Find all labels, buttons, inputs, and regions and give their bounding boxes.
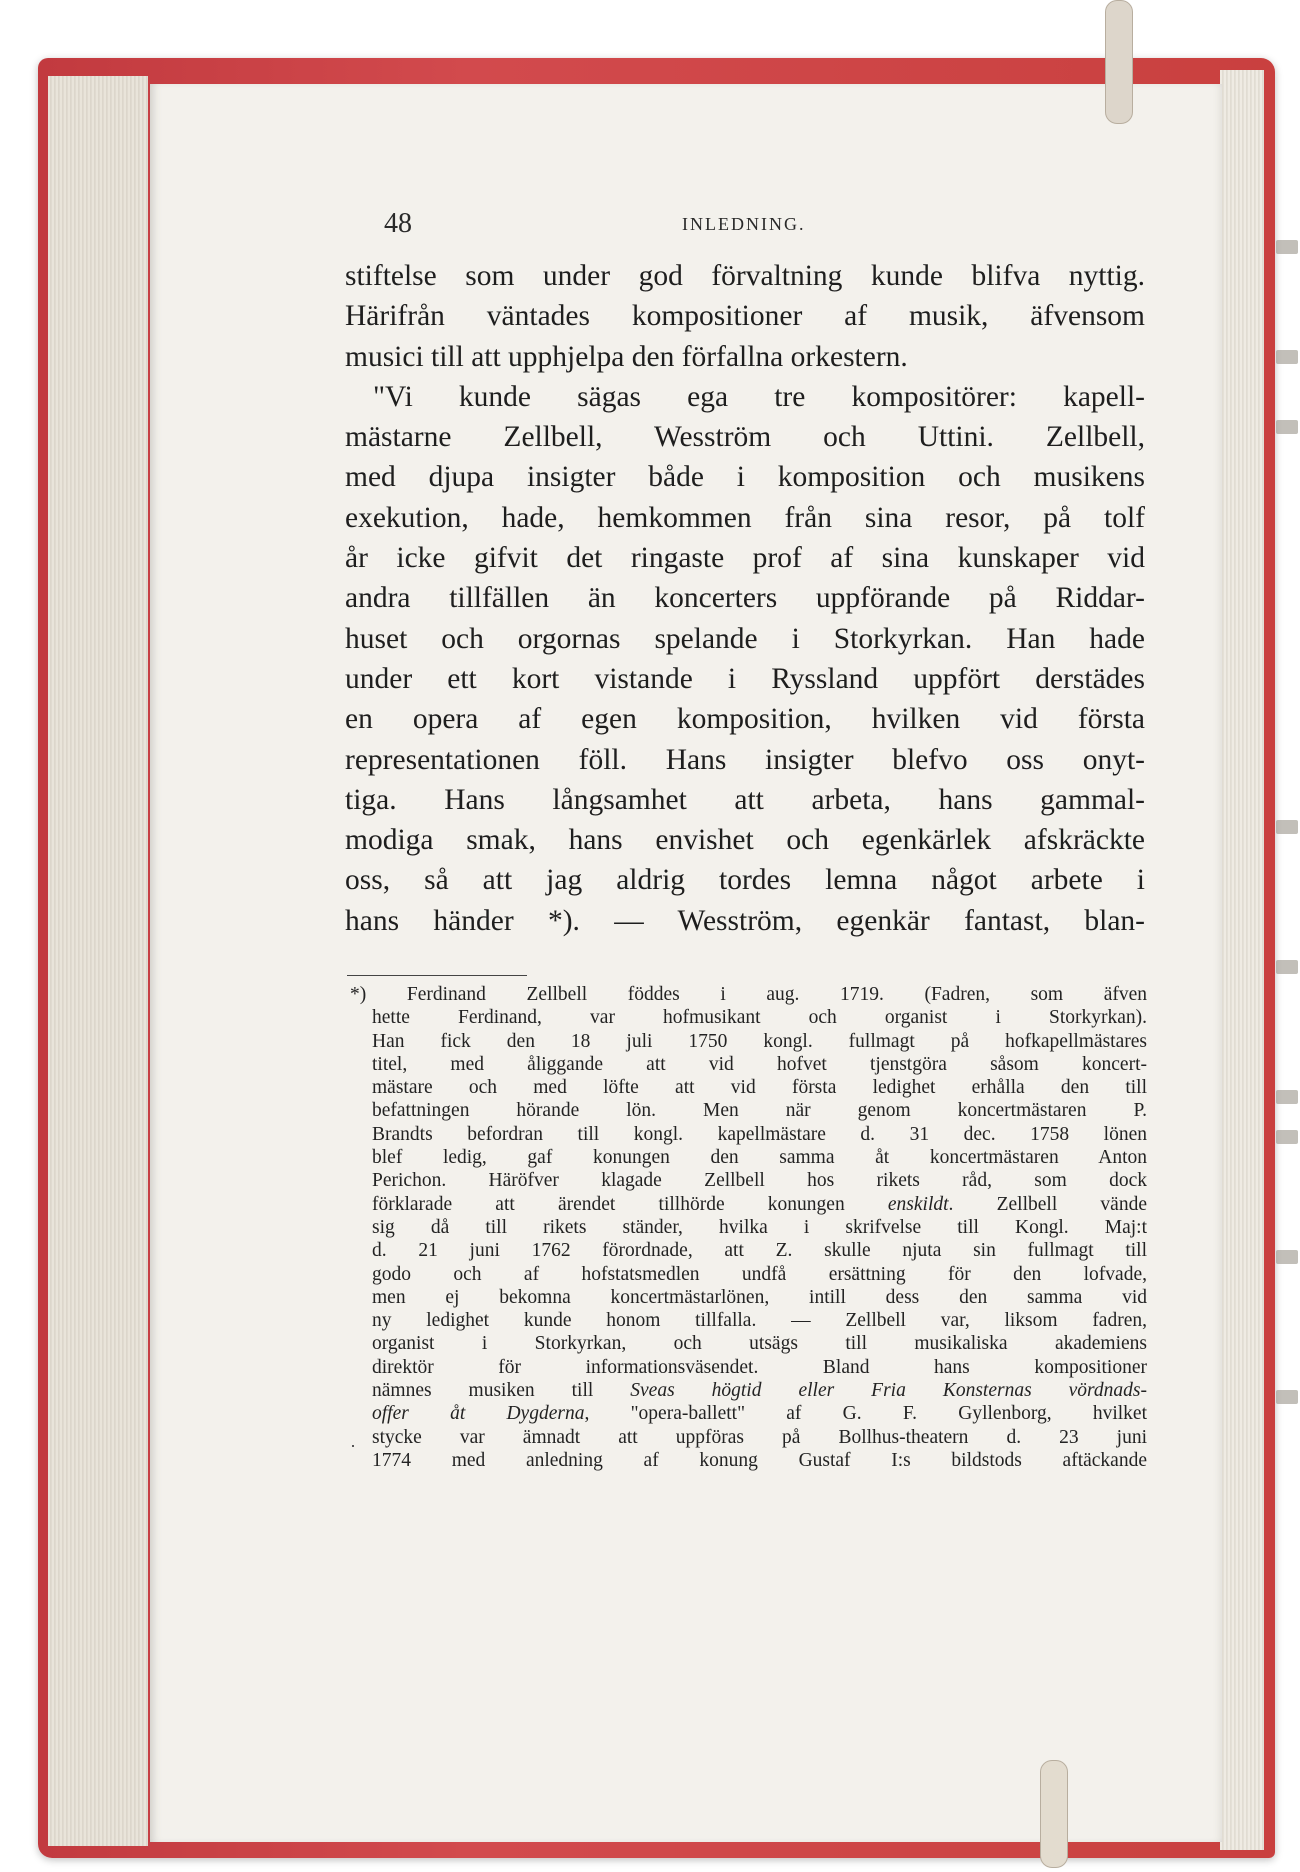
body-line: mästarne Zellbell, Wesström och Uttini. Zellbell, [345,421,1145,454]
italic-title: enskildt [887,1193,949,1215]
footnote-line: *) Ferdinand Zellbell föddes i aug. 1719. (Fadren, som äfven [350,984,1147,1005]
body-text [345,256,1145,941]
body-line: år icke gifvit det ringaste prof af sina kunskaper vid [345,542,1145,575]
footnote-line: befattningen hörande lön. Men när genom koncertmästaren P. [372,1100,1147,1122]
footnote-line: offer åt Dygderna, "opera-ballett" af G. F. Gyllenborg, hvilket [372,1403,1147,1425]
footnote-line: blef ledig, gaf konungen den samma åt koncertmästaren Anton [372,1147,1147,1169]
footnote-line: stycke var ämnadt att uppföras på Bollhus-theatern d. 23 juni [372,1426,1147,1448]
body-line: en opera af egen komposition, hvilken vid första [345,703,1145,736]
body-line: musici till att upphjelpa den förfallna orkestern. [345,340,908,373]
facing-page-fragments [1276,240,1298,1700]
page-edges-right [1220,70,1264,1850]
body-line: Härifrån väntades kompositioner af musik, äfvensom [345,300,1145,333]
body-line: stiftelse som under god förvaltning kunde blifva nyttig. [345,260,1145,292]
italic-title: offer åt Dygderna [372,1403,585,1425]
footnote-line: direktör för informationsväsendet. Bland hans kompositioner [372,1356,1147,1378]
footnote-line: sig då till rikets ständer, hvilka i skrifvelse till Kongl. Maj:t [372,1216,1147,1238]
footnote-line: organist i Storkyrkan, och utsägs till musikaliska akademiens [372,1333,1147,1355]
footnote-rule [347,975,527,976]
footnote-line: nämnes musiken till Sveas högtid eller Fria Konsternas vördnads- [372,1380,1147,1402]
page-number: 48 [384,208,412,239]
body-line: representationen föll. Hans insigter blefvo oss onyt- [345,743,1145,776]
italic-title: Sveas högtid eller Fria Konsternas vördnads- [630,1380,1147,1402]
body-line: tiga. Hans långsamhet att arbeta, hans gammal- [345,783,1145,816]
footnote-line: titel, med åliggande att vid hofvet tjenstgöra såsom koncert- [372,1053,1147,1075]
body-line: andra tillfällen än koncerters uppförande på Riddar- [345,582,1145,615]
footnote-line: Brandts befordran till kongl. kapellmästare d. 31 dec. 1758 lönen [372,1123,1147,1145]
footnote-line: 1774 med anledning af konung Gustaf I:s bildstods aftäckande [372,1449,1147,1471]
footnote-line: mästare och med löfte att vid första ledighet erhålla den till [372,1077,1147,1099]
body-line: hans händer *). — Wesström, egenkär fantast, blan- [345,904,1145,937]
page-header [352,208,1132,238]
page-clip-top [1105,0,1133,124]
footnote-line: Perichon. Häröfver klagade Zellbell hos rikets råd, som dock [372,1170,1147,1192]
footnote [350,983,1147,1472]
footnote-line: ny ledighet kunde honom tillfalla. — Zellbell var, liksom fadren, [372,1310,1147,1332]
body-line: "Vi kunde sägas ega tre kompositörer: kapell- [373,380,1145,413]
footnote-line: d. 21 juni 1762 förordnade, att Z. skulle njuta sin fullmagt till [372,1240,1147,1262]
body-line: huset och orgornas spelande i Storkyrkan. Han hade [345,622,1145,655]
footnote-line: förklarade att ärendet tillhörde konungen enskildt. Zellbell vände [372,1193,1147,1215]
body-line: oss, så att jag aldrig tordes lemna något arbete i [345,864,1145,897]
ink-speck [352,1445,354,1447]
page-edges-left [48,76,148,1846]
body-line: modiga smak, hans envishet och egenkärlek afskräckte [345,824,1145,857]
footnote-line: hette Ferdinand, var hofmusikant och organist i Storkyrkan). [372,1007,1147,1029]
body-line: under ett kort vistande i Ryssland uppfört derstädes [345,662,1145,695]
footnote-line: Han fick den 18 juli 1750 kongl. fullmagt på hofkapellmästares [372,1030,1147,1052]
footnote-line: godo och af hofstatsmedlen undfå ersättning för den lofvade, [372,1263,1147,1285]
running-head: INLEDNING. [682,214,806,234]
body-line: med djupa insigter både i komposition och musikens [345,461,1145,494]
body-line: exekution, hade, hemkommen från sina resor, på tolf [345,501,1145,534]
footnote-line: men ej bekomna koncertmästarlönen, intill dess den samma vid [372,1286,1147,1308]
page-clip-bottom [1040,1760,1068,1868]
